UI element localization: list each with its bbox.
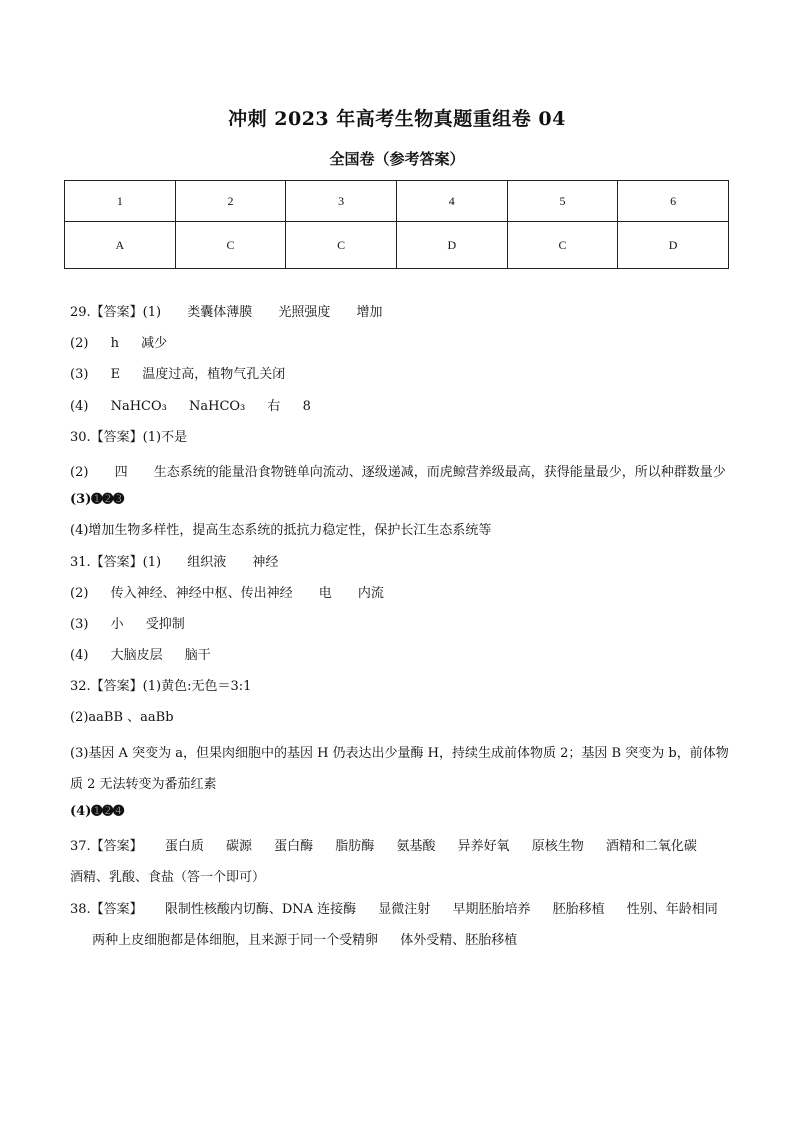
q29-line-2: [70, 332, 730, 363]
q37-answer: 酒精和二氧化碳: [605, 839, 697, 855]
q31-answer: 组织液: [187, 554, 227, 570]
q37-answer: 脂肪酶: [335, 839, 375, 855]
q29-head: 29.【答案】(1): [70, 305, 162, 320]
q32-line-1: [70, 675, 730, 706]
table-cell-number: 1: [65, 181, 176, 222]
table-cell-answer: C: [175, 222, 286, 269]
q29-answer: 光照强度: [278, 305, 331, 320]
q32-answer: (3)基因 A 突变为 a，但果肉细胞中的基因 H 仍表达出少量酶 H，持续生成前体物质 2；基因 B 突变为 b，前体物质 2 无法转变为番茄红素: [70, 745, 729, 792]
q32-head: 32.【答案】(1)黄色:无色＝3:1: [70, 679, 252, 695]
table-cell-number: 3: [286, 181, 397, 222]
q29-line-3: [70, 363, 730, 394]
item-number: (2): [70, 585, 89, 601]
table-cell-answer: C: [507, 222, 618, 269]
q38-answer: 早期胚胎培养: [452, 901, 531, 917]
q31-answer: 传入神经、神经中枢、传出神经: [110, 585, 293, 601]
item-number: (2): [70, 336, 89, 352]
q31-line-2: [70, 582, 730, 613]
q31-line-4: [70, 644, 730, 675]
q32-answer: (4)➊➋➍: [70, 804, 125, 820]
table-cell-number: 5: [507, 181, 618, 222]
q29-answer: NaHCO₃: [188, 398, 246, 414]
q37-answer: 氨基酸: [396, 839, 436, 855]
q31-answer: 脑干: [184, 648, 211, 664]
table-row-numbers: [65, 181, 729, 222]
item-number: (2): [70, 464, 89, 480]
q29-answer: h: [110, 336, 119, 352]
q31-answer: 大脑皮层: [110, 648, 163, 664]
q37-head: 37.【答案】: [70, 839, 143, 855]
q30-answer: (4)增加生物多样性，提高生态系统的抵抗力稳定性，保护长江生态系统等: [70, 523, 492, 539]
q29-line-1: [70, 301, 730, 332]
q31-line-3: [70, 613, 730, 644]
table-cell-answer: A: [65, 222, 176, 269]
q38-answer: 体外受精、胚胎移植: [400, 932, 518, 948]
q29-answer: 温度过高，植物气孔关闭: [142, 367, 286, 383]
q38-answer-block: [70, 894, 730, 956]
q30-line-3: [70, 488, 730, 519]
q37-answer: 蛋白质: [164, 839, 204, 855]
q30-answer: 四: [114, 464, 128, 480]
q38-head: 38.【答案】: [70, 901, 143, 917]
q38-answer: 两种上皮细胞都是体细胞，且来源于同一个受精卵: [92, 932, 379, 948]
q37-answer: 原核生物: [531, 839, 584, 855]
page-subtitle: 全国卷（参考答案）: [329, 150, 465, 168]
q29-answer: 类囊体薄膜: [187, 305, 253, 320]
table-cell-answer: D: [618, 222, 729, 269]
q31-answer: 内流: [357, 585, 384, 601]
q30-head: 30.【答案】(1)不是: [70, 429, 188, 445]
q38-answer: 限制性核酸内切酶、DNA 连接酶: [164, 901, 357, 917]
table-cell-number: 2: [175, 181, 286, 222]
page-title: 冲刺 2023 年高考生物真题重组卷 04: [228, 108, 566, 130]
q29-answer: 减少: [141, 336, 168, 352]
q29-answer: NaHCO₃: [110, 398, 167, 414]
q31-answer: 神经: [252, 554, 279, 570]
q29-answer: 8: [302, 398, 311, 414]
q38-answer: 性别、年龄相同: [626, 901, 718, 917]
q29-answer: 增加: [356, 305, 383, 320]
item-number: (4): [70, 648, 89, 664]
item-number: (3): [70, 367, 89, 383]
q31-head: 31.【答案】(1): [70, 554, 162, 570]
q30-answer: 生态系统的能量沿食物链单向流动、逐级递减，而虎鲸营养级最高，获得能量最少，所以种群数量少: [153, 464, 726, 480]
q38-answer: 显微注射: [378, 901, 431, 917]
table-row-answers: [65, 222, 729, 269]
table-cell-number: 4: [396, 181, 507, 222]
q32-line-2: [70, 706, 730, 737]
table-cell-number: 6: [618, 181, 729, 222]
q37-answer: 酒精、乳酸、食盐（答一个即可）: [70, 870, 266, 886]
q30-line-4: [70, 519, 730, 550]
q32-line-3: [70, 738, 730, 800]
table-cell-answer: C: [286, 222, 397, 269]
q31-answer: 受抑制: [145, 616, 185, 632]
q29-answer: 右: [267, 398, 281, 414]
q38-answer: 胚胎移植: [552, 901, 605, 917]
q31-answer: 电: [318, 585, 332, 601]
q30-line-2: [70, 457, 730, 488]
q31-answer: 小: [110, 616, 124, 632]
q32-line-4: [70, 800, 730, 831]
q30-line-1: [70, 426, 730, 457]
q29-line-4: [70, 395, 730, 426]
q37-answer-block: [70, 831, 730, 893]
q30-answer: (3)➊➋➌: [70, 492, 125, 508]
item-number: (4): [70, 398, 89, 414]
q37-answer: 异养好氧: [457, 839, 510, 855]
answer-table: [64, 180, 729, 269]
q37-answer: 碳源: [225, 839, 252, 855]
q31-line-1: [70, 551, 730, 582]
answer-body: [70, 301, 730, 956]
q32-answer: (2)aaBB 、aaBb: [70, 710, 174, 726]
item-number: (3): [70, 616, 89, 632]
q29-answer: E: [110, 367, 121, 383]
table-cell-answer: D: [396, 222, 507, 269]
q37-answer: 蛋白酶: [274, 839, 314, 855]
